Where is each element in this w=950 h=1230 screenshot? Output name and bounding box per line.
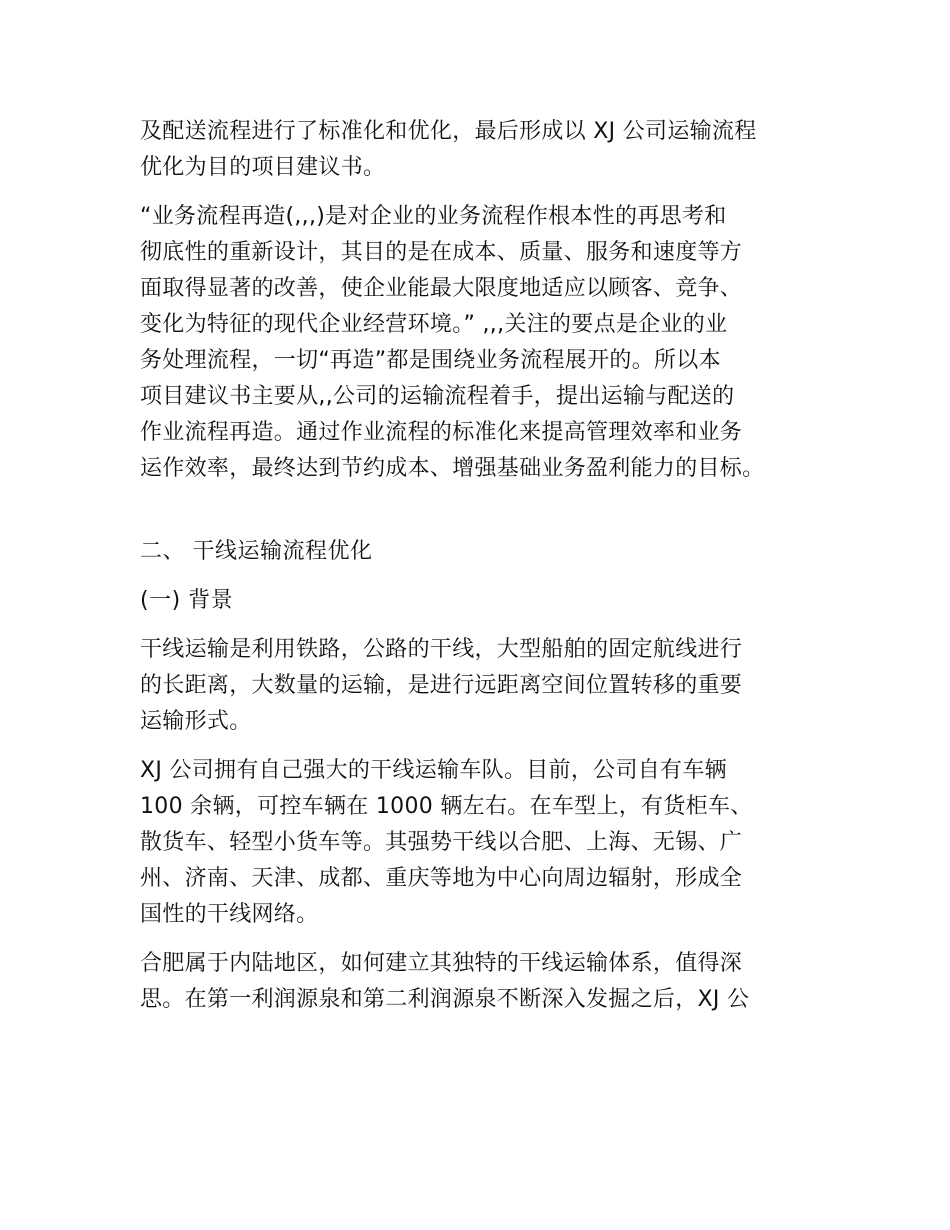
text-line: 干线运输是利用铁路，公路的干线，大型船舶的固定航线进行 (140, 637, 743, 662)
text-line: 运输形式。 (140, 709, 252, 734)
text-line: 合肥属于内陆地区，如何建立其独特的干线运输体系，值得深 (140, 951, 743, 976)
paragraph-intro-continuation (140, 114, 820, 186)
document-body (140, 114, 820, 1031)
text-line: 彻底性的重新设计，其目的是在成本、质量、服务和速度等方 (140, 240, 743, 265)
text-line: 国性的干线网络。 (140, 902, 319, 927)
section-spacer (140, 500, 820, 534)
paragraph-hefei-inland (140, 946, 820, 1018)
section-heading: 二、 干线运输流程优化 (140, 539, 373, 564)
text-line: 散货车、轻型小货车等。其强势干线以合肥、上海、无锡、广 (140, 830, 743, 855)
subsection-heading-block (140, 583, 820, 619)
section-heading-block (140, 534, 820, 570)
text-line: 的长距离，大数量的运输，是进行远距离空间位置转移的重要 (140, 673, 743, 698)
text-line: “业务流程再造(,,,)是对企业的业务流程作根本性的再思考和 (140, 204, 727, 229)
text-line: 优化为目的项目建议书。 (140, 155, 386, 180)
text-line: 变化为特征的现代企业经营环境。” ,,,关注的要点是企业的业 (140, 312, 728, 337)
text-line: 思。在第一利润源泉和第二利润源泉不断深入发掘之后，XJ 公 (140, 987, 750, 1012)
text-line: 运作效率，最终达到节约成本、增强基础业务盈利能力的目标。 (140, 456, 765, 481)
text-line: 100 余辆，可控车辆在 1000 辆左右。在车型上，有货柜车、 (140, 794, 753, 819)
text-line: 面取得显著的改善，使企业能最大限度地适应以顾客、竞争、 (140, 276, 743, 301)
text-line: 州、济南、天津、成都、重庆等地为中心向周边辐射，形成全 (140, 866, 743, 891)
text-line: 项目建议书主要从,,公司的运输流程着手，提出运输与配送的 (140, 384, 735, 409)
text-line: XJ 公司拥有自己强大的干线运输车队。目前，公司自有车辆 (140, 758, 727, 783)
paragraph-company-fleet (140, 753, 820, 933)
text-line: 作业流程再造。通过作业流程的标准化来提高管理效率和业务 (140, 420, 743, 445)
paragraph-bpr-definition (140, 199, 820, 487)
paragraph-trunk-transport-definition (140, 632, 820, 740)
text-line: 务处理流程，一切“再造”都是围绕业务流程展开的。所以本 (140, 348, 721, 373)
subsection-heading: (一) 背景 (140, 588, 234, 613)
text-line: 及配送流程进行了标准化和优化，最后形成以 XJ 公司运输流程 (140, 119, 757, 144)
